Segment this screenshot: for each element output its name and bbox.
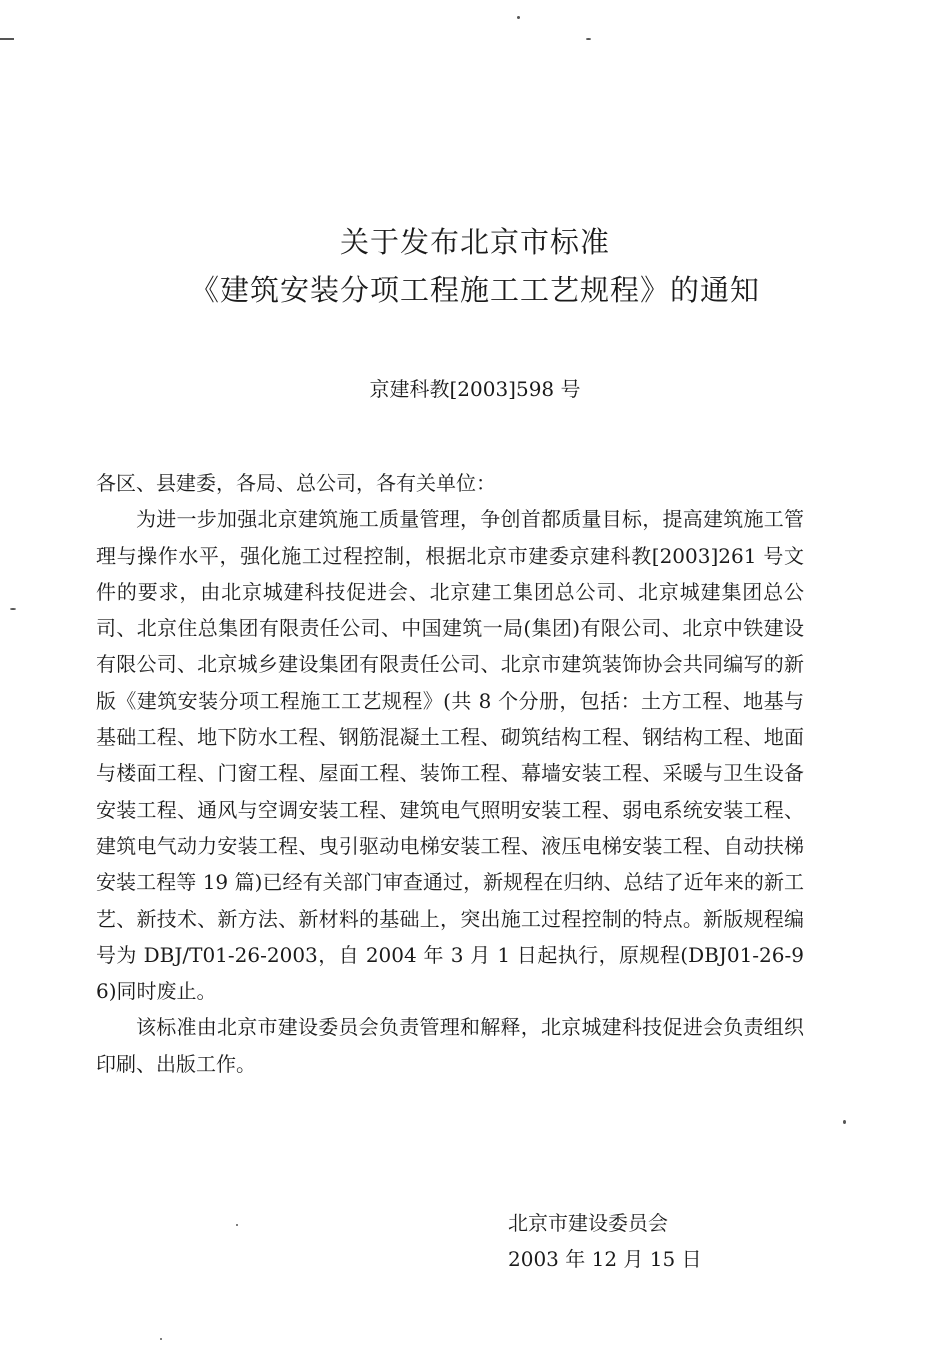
scan-speck	[517, 16, 520, 19]
scan-speck	[10, 608, 16, 610]
salutation: 各区、县建委，各局、总公司，各有关单位：	[96, 471, 496, 495]
title-line-1: 关于发布北京市标准	[339, 225, 610, 259]
signature-block	[508, 1205, 702, 1277]
scan-speck	[236, 1224, 238, 1226]
scan-speck	[586, 38, 591, 40]
issuer-name: 北京市建设委员会	[508, 1211, 668, 1235]
body-paragraph-1: 为进一步加强北京建筑施工质量管理，争创首都质量目标，提高建筑施工管理与操作水平，强化施工过程控制，根据北京市建委京建科教[2003]261 号文件的要求，由北京城建科技促进会、北京建工集团总公司、北京城建集团总公司、北京住总集团有限责任公司、中国建筑一局(集团)有限公司、北京中铁建设有限公司、北京城乡建设集团有限责任公司、北京市建筑装饰协会共同编写的新版《建筑安装分项工程施工工艺规程》(共 8 个分册，包括：土方工程、地基与基础工程、地下防水工程、钢筋混凝土工程、砌筑结构工程、钢结构工程、地面与楼面工程、门窗工程、屋面工程、装饰工程、幕墙安装工程、采暖与卫生设备安装工程、通风与空调安装工程、建筑电气照明安装工程、弱电系统安装工程、建筑电气动力安装工程、曳引驱动电梯安装工程、液压电梯安装工程、自动扶梯安装工程等 19 篇)已经有关部门审查通过，新规程在归纳、总结了近年来的新工艺、新技术、新方法、新材料的基础上，突出施工过程控制的特点。新版规程编号为 DBJ/T01-26-2003，自 2004 年 3 月 1 日起执行，原规程(DBJ01-26-96)同时废止。	[96, 507, 804, 1004]
issue-date: 2003 年 12 月 15 日	[508, 1247, 702, 1271]
scan-speck	[160, 1338, 162, 1340]
notice-title	[0, 218, 950, 314]
scan-speck	[843, 1120, 846, 1124]
notice-body	[96, 465, 804, 1082]
scan-speck	[0, 38, 14, 40]
title-line-2: 《建筑安装分项工程施工工艺规程》的通知	[189, 273, 760, 307]
body-paragraph-2: 该标准由北京市建设委员会负责管理和解释，北京城建科技促进会负责组织印刷、出版工作。	[96, 1015, 804, 1076]
document-number: 京建科教[2003]598 号	[369, 377, 581, 401]
